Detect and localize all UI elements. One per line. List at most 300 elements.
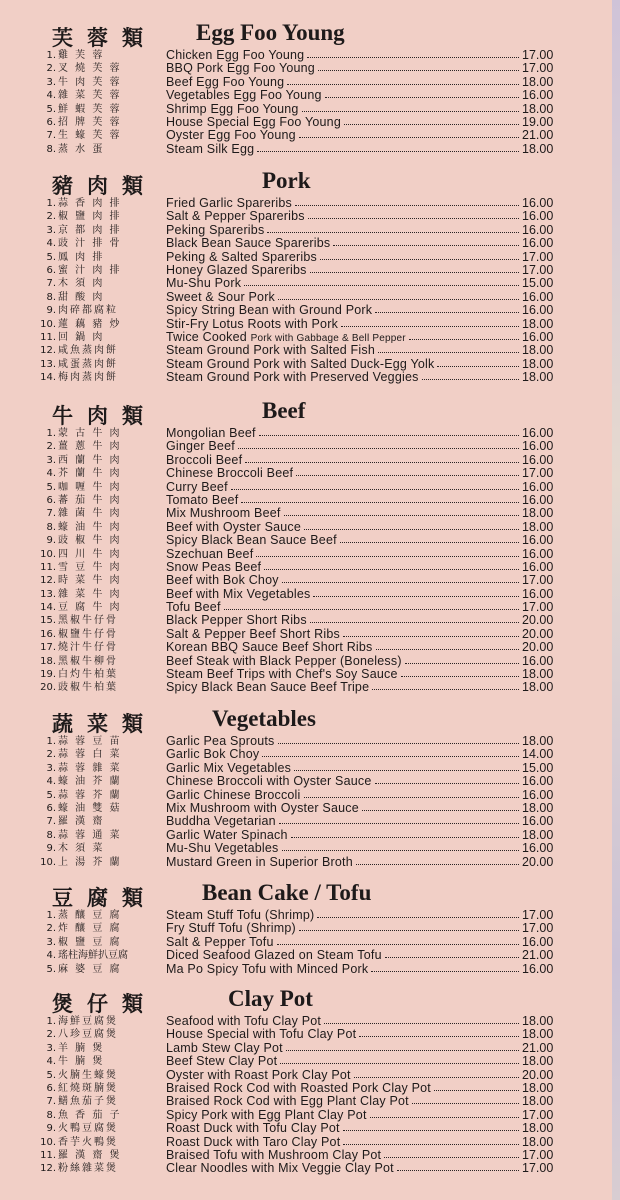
leader-dots	[282, 582, 519, 583]
item-name-english-main: Stir-Fry Lotus Roots with Pork	[166, 316, 339, 331]
leader-dots	[313, 596, 519, 597]
menu-item	[0, 776, 612, 789]
item-price: 16.00	[522, 236, 554, 251]
item-name-english	[166, 535, 337, 546]
item-price: 18.00	[522, 1134, 554, 1149]
item-name-english-main: Salt & Pepper Spareribs	[166, 209, 305, 224]
item-number: 4.	[46, 950, 56, 962]
section-title-english: Clay Pot	[228, 986, 313, 1011]
item-name-chinese: 甜 酸 肉	[58, 291, 105, 303]
item-price: 18.00	[522, 827, 554, 842]
item-name-english-main: Shrimp Egg Foo Young	[166, 101, 299, 116]
item-name-chinese: 木 須 菜	[58, 843, 105, 855]
item-name-chinese: 上 湯 芥 蘭	[58, 856, 122, 868]
item-name-english	[166, 479, 228, 494]
leader-dots	[262, 756, 519, 757]
menu-item	[0, 141, 612, 157]
item-name-english-main: Beef with Mix Vegetables	[166, 586, 311, 601]
item-number: 5.	[46, 963, 56, 975]
item-price: 18.00	[522, 370, 554, 385]
item-price: 16.00	[522, 934, 554, 949]
menu-item	[0, 800, 612, 816]
item-number: 7.	[46, 508, 56, 520]
leader-dots	[224, 609, 519, 610]
item-name-chinese: 鮮 蝦 芙 蓉	[58, 103, 122, 115]
item-price: 16.00	[522, 196, 554, 210]
item-price: 18.00	[522, 506, 554, 521]
item-price: 18.00	[522, 356, 554, 371]
section-title-english: Egg Foo Young	[196, 20, 345, 45]
item-name-chinese: 豆 腐 牛 肉	[58, 602, 122, 614]
menu-item	[0, 535, 612, 548]
section-title-english: Bean Cake / Tofu	[202, 880, 372, 905]
item-name-chinese: 咖 喱 牛 肉	[58, 481, 122, 493]
item-number: 8.	[46, 143, 56, 155]
leader-dots	[299, 930, 519, 931]
item-number: 9.	[46, 1123, 56, 1135]
item-name-chinese: 蒜 蓉 通 菜	[58, 829, 122, 841]
item-name-chinese: 咸魚蒸肉餅	[58, 345, 118, 357]
item-number: 12.	[40, 1163, 56, 1175]
leader-dots	[371, 971, 519, 972]
item-name-chinese: 雪 豆 牛 肉	[58, 561, 122, 573]
leader-dots	[310, 622, 519, 623]
item-number: 5.	[46, 103, 56, 115]
item-price: 15.00	[522, 276, 554, 291]
leader-dots	[370, 1117, 519, 1118]
item-name-english-main: Chinese Broccoli Beef	[166, 466, 294, 481]
item-number: 4.	[46, 238, 56, 250]
item-name-chinese: 蒜 蓉 豆 苗	[58, 736, 122, 747]
item-name-english	[166, 1080, 431, 1095]
item-name-english-main: Black Bean Sauce Spareribs	[166, 236, 331, 251]
item-name-english-main: Chicken Egg Foo Young	[166, 48, 305, 62]
item-name-english	[166, 114, 341, 129]
item-name-english	[166, 923, 296, 934]
item-name-english-main: Steam Ground Pork with Salted Fish	[166, 343, 375, 358]
item-price: 16.00	[522, 492, 554, 507]
item-name-english	[166, 1029, 356, 1040]
item-name-chinese: 黑椒牛柳骨	[58, 655, 118, 667]
item-name-english	[166, 800, 359, 815]
leader-dots	[245, 462, 519, 463]
item-name-chinese: 蒙 古 牛 肉	[58, 428, 122, 439]
item-name-english-main: Korean BBQ Sauce Beef Short Ribs	[166, 640, 373, 655]
item-name-english-main: Roast Duck with Tofu Clay Pot	[166, 1121, 340, 1136]
menu-item	[0, 441, 612, 454]
item-name-english	[166, 1067, 351, 1082]
item-number: 10.	[40, 548, 56, 560]
item-price: 15.00	[522, 760, 554, 775]
item-name-chinese: 蜜 汁 肉 排	[58, 264, 122, 276]
item-name-chinese: 蒜 香 肉 排	[58, 198, 122, 209]
leader-dots	[267, 232, 519, 233]
item-name-english-main: Beef Steak with Black Pepper (Boneless)	[166, 653, 402, 668]
menu-item	[0, 546, 612, 562]
item-price: 18.00	[522, 74, 554, 89]
item-name-chinese: 鱔魚茄子煲	[58, 1096, 118, 1108]
leader-dots	[375, 783, 519, 784]
leader-dots	[286, 1050, 519, 1051]
item-name-english	[166, 316, 339, 331]
section-bean-cake-tofu	[0, 880, 612, 977]
item-name-english-main: Sweet & Sour Pork	[166, 289, 276, 304]
item-name-english-main: Diced Seafood Glazed on Steam Tofu	[166, 948, 382, 963]
item-name-chinese: 芥 蘭 牛 肉	[58, 468, 122, 480]
item-price: 19.00	[522, 114, 554, 129]
leader-dots	[385, 957, 519, 958]
item-number: 8.	[46, 521, 56, 533]
menu-item	[0, 1163, 612, 1176]
item-name-english	[166, 546, 254, 561]
section-pork	[0, 168, 612, 385]
leader-dots	[256, 556, 519, 557]
leader-dots	[241, 502, 519, 503]
item-price: 18.00	[522, 1094, 554, 1109]
item-name-english-main: Steam Beef Trips with Chef's Soy Sauce	[166, 667, 398, 682]
item-name-chinese: 椒 鹽 豆 腐	[58, 936, 122, 948]
leader-dots	[307, 57, 519, 58]
item-name-english-main: Tomato Beef	[166, 492, 239, 507]
item-name-english	[166, 1134, 341, 1149]
menu-item	[0, 90, 612, 103]
item-name-english	[166, 682, 369, 693]
item-number: 2.	[46, 441, 56, 453]
item-name-chinese: 炸 釀 豆 腐	[58, 923, 122, 935]
menu-item	[0, 854, 612, 870]
item-name-english-main: Oyster Egg Foo Young	[166, 128, 296, 143]
item-number: 15.	[40, 615, 56, 627]
leader-dots	[278, 743, 519, 744]
item-price: 20.00	[522, 854, 554, 869]
item-name-english-main: Steam Ground Pork with Salted Duck-Egg Yolk	[166, 356, 435, 371]
leader-dots	[244, 285, 519, 286]
leader-dots	[277, 944, 519, 945]
item-number: 7.	[46, 816, 56, 828]
item-name-chinese: 白灼牛柏葉	[58, 669, 118, 681]
item-name-chinese: 黑椒牛仔骨	[58, 615, 118, 627]
leader-dots	[343, 1130, 519, 1131]
item-number: 7.	[46, 1096, 56, 1108]
item-name-english	[166, 827, 288, 842]
leader-dots	[296, 475, 519, 476]
item-name-chinese: 魚 香 茄 子	[58, 1109, 122, 1121]
leader-dots	[304, 797, 519, 798]
item-price: 18.00	[522, 316, 554, 331]
leader-dots	[343, 1144, 519, 1145]
item-name-english	[166, 615, 307, 626]
item-name-english-main: Szechuan Beef	[166, 546, 254, 561]
item-name-chinese: 回 鍋 肉	[58, 331, 105, 343]
section-title-english: Vegetables	[212, 706, 316, 731]
leader-dots	[295, 205, 519, 206]
item-price: 16.00	[522, 653, 554, 668]
item-price: 17.00	[522, 466, 554, 481]
item-number: 10.	[40, 856, 56, 868]
item-number: 14.	[40, 602, 56, 614]
item-name-chinese: 雞 芙 蓉	[58, 50, 105, 61]
section-title-chinese: 蔬菜類	[52, 711, 157, 736]
leader-dots	[308, 218, 519, 219]
item-name-chinese: 豉椒牛柏葉	[58, 682, 118, 694]
item-name-english	[166, 101, 299, 116]
item-number: 1.	[46, 428, 56, 439]
item-name-english	[166, 452, 243, 467]
item-name-english	[166, 586, 311, 601]
item-number: 4.	[46, 90, 56, 102]
item-name-english-main: Twice Cooked	[166, 329, 247, 344]
menu-item	[0, 316, 612, 332]
item-price: 21.00	[522, 948, 554, 963]
item-name-english-main: Curry Beef	[166, 479, 228, 494]
item-price: 18.00	[522, 519, 554, 534]
menu-item	[0, 559, 612, 575]
item-name-english	[166, 669, 398, 680]
item-price: 18.00	[522, 1027, 554, 1042]
item-name-english-main: Steam Silk Egg	[166, 141, 255, 156]
item-name-english	[166, 854, 353, 869]
item-price: 16.00	[522, 546, 554, 561]
item-number: 3.	[46, 76, 56, 88]
item-number: 4.	[46, 468, 56, 480]
item-name-english	[166, 626, 340, 641]
item-name-chinese: 梅肉蒸肉餅	[58, 372, 118, 384]
item-name-english-main: Broccoli Beef	[166, 452, 243, 467]
item-name-chinese: 蒸 釀 豆 腐	[58, 910, 122, 921]
item-number: 14.	[40, 372, 56, 384]
item-name-english-main: Salt & Pepper Tofu	[166, 934, 274, 949]
item-name-english-main: Roast Duck with Taro Clay Pot	[166, 1134, 341, 1149]
leader-dots	[341, 326, 519, 327]
item-name-english-main: BBQ Pork Egg Foo Young	[166, 61, 315, 76]
leader-dots	[354, 1077, 519, 1078]
menu-item	[0, 211, 612, 224]
leader-dots	[401, 676, 519, 677]
item-name-english	[166, 50, 304, 61]
item-price: 16.00	[522, 479, 554, 494]
leader-dots	[359, 1036, 519, 1037]
leader-dots	[324, 1023, 519, 1024]
item-price: 18.00	[522, 734, 554, 748]
item-price: 16.00	[522, 426, 554, 440]
item-name-english-main: Mu-Shu Vegetables	[166, 841, 279, 856]
item-name-english-main: Mix Mushroom with Oyster Sauce	[166, 800, 359, 815]
menu-item	[0, 198, 612, 211]
item-name-chinese: 海鮮豆腐煲	[58, 1016, 118, 1027]
item-price: 17.00	[522, 262, 554, 277]
menu-item	[0, 468, 612, 481]
item-price: 16.00	[522, 814, 554, 829]
item-price: 16.00	[522, 841, 554, 856]
item-name-english-main: Fried Garlic Spareribs	[166, 196, 292, 210]
leader-dots	[259, 435, 519, 436]
item-number: 12.	[40, 345, 56, 357]
item-name-english-main: Mu-Shu Pork	[166, 276, 242, 291]
item-name-chinese: 羊 腩 煲	[58, 1042, 105, 1054]
leader-dots	[405, 663, 519, 664]
section-title-chinese: 煲仔類	[52, 991, 157, 1016]
item-name-english-main: Mix Mushroom Beef	[166, 506, 281, 521]
item-name-chinese: 時 菜 牛 肉	[58, 575, 122, 587]
item-number: 9.	[46, 305, 56, 317]
menu-item	[0, 479, 612, 495]
item-name-english-main: Snow Peas Beef	[166, 559, 262, 574]
item-name-chinese: 羅 漢 齋	[58, 816, 105, 828]
item-price: 17.00	[522, 61, 554, 76]
item-price: 16.00	[522, 222, 554, 237]
leader-dots	[287, 84, 519, 85]
menu-item	[0, 961, 612, 977]
item-price: 16.00	[522, 329, 554, 344]
section-vegetables	[0, 706, 612, 870]
item-name-english-main: Spicy Black Bean Sauce Beef	[166, 533, 337, 548]
item-number: 2.	[46, 923, 56, 935]
item-number: 6.	[46, 116, 56, 128]
leader-dots	[378, 352, 519, 353]
item-name-english	[166, 1163, 394, 1174]
item-number: 11.	[40, 1149, 56, 1161]
item-name-english	[166, 1040, 283, 1055]
section-title-english: Beef	[262, 398, 306, 423]
item-number: 4.	[46, 1056, 56, 1068]
menu-item	[0, 130, 612, 143]
item-number: 9.	[46, 843, 56, 855]
leader-dots	[279, 823, 519, 824]
menu-item	[0, 827, 612, 843]
leader-dots	[282, 850, 519, 851]
leader-dots	[284, 515, 519, 516]
item-name-chinese: 肉碎都腐粒	[58, 305, 118, 317]
item-price: 16.00	[522, 559, 554, 574]
item-number: 19.	[40, 669, 56, 681]
item-price: 17.00	[522, 1161, 554, 1176]
item-number: 6.	[46, 802, 56, 814]
item-number: 2.	[46, 211, 56, 223]
leader-dots	[333, 245, 519, 246]
item-name-english	[166, 1096, 409, 1107]
item-number: 8.	[46, 1109, 56, 1121]
menu-item	[0, 923, 612, 936]
item-name-chinese: 木 須 肉	[58, 278, 105, 290]
item-name-chinese: 粉絲雜菜煲	[58, 1163, 118, 1175]
item-number: 7.	[46, 278, 56, 290]
item-price: 17.00	[522, 600, 554, 615]
item-price: 16.00	[522, 774, 554, 789]
section-heading	[0, 880, 612, 910]
item-name-english	[166, 1107, 367, 1122]
leader-dots	[344, 124, 519, 125]
item-number: 13.	[40, 588, 56, 600]
item-name-english	[166, 222, 265, 237]
leader-dots	[238, 448, 519, 449]
item-price: 17.00	[522, 48, 554, 62]
item-name-english-main: House Special Egg Foo Young	[166, 114, 341, 129]
item-number: 8.	[46, 291, 56, 303]
item-name-english	[166, 950, 382, 961]
item-name-chinese: 羅 漢 齋 煲	[58, 1149, 122, 1161]
item-name-chinese: 八珍豆腐煲	[58, 1029, 118, 1041]
item-name-english	[166, 787, 301, 802]
item-price: 20.00	[522, 626, 554, 641]
item-name-english	[166, 63, 315, 74]
item-name-chinese: 燒汁牛仔骨	[58, 642, 118, 654]
item-name-english	[166, 238, 330, 249]
item-number: 11.	[40, 561, 56, 573]
menu-item	[0, 1029, 612, 1042]
leader-dots	[257, 151, 519, 152]
item-name-english-main: House Special with Tofu Clay Pot	[166, 1027, 357, 1042]
leader-dots	[372, 689, 519, 690]
item-name-english	[166, 249, 317, 264]
menu-item	[0, 492, 612, 508]
item-price: 17.00	[522, 249, 554, 264]
item-price: 16.00	[522, 452, 554, 467]
item-price: 17.00	[522, 908, 554, 922]
item-name-chinese: 蒜 蓉 芥 蘭	[58, 789, 122, 801]
menu-item	[0, 816, 612, 829]
item-price: 17.00	[522, 921, 554, 936]
menu-item	[0, 63, 612, 76]
item-name-chinese: 火腩生蠔煲	[58, 1069, 118, 1081]
menu-item	[0, 114, 612, 130]
item-price: 20.00	[522, 613, 554, 628]
item-name-english	[166, 1056, 277, 1067]
item-number: 1.	[46, 910, 56, 921]
item-name-chinese: 鳳 肉 排	[58, 251, 105, 263]
menu-item	[0, 736, 612, 749]
item-price: 18.00	[522, 1121, 554, 1136]
item-price: 16.00	[522, 209, 554, 224]
item-name-english	[166, 441, 235, 452]
leader-dots	[340, 542, 519, 543]
leader-dots	[437, 366, 519, 367]
item-number: 2.	[46, 63, 56, 75]
section-heading	[0, 398, 612, 428]
leader-dots	[412, 1103, 519, 1104]
item-name-english-main: Clear Noodles with Mix Veggie Clay Pot	[166, 1161, 394, 1176]
menu-item	[0, 749, 612, 762]
leader-dots	[299, 137, 519, 138]
item-price: 18.00	[522, 1054, 554, 1069]
item-name-english-main: Fry Stuff Tofu (Shrimp)	[166, 921, 296, 936]
menu-item	[0, 428, 612, 441]
item-price: 20.00	[522, 1067, 554, 1082]
item-number: 13.	[40, 358, 56, 370]
leader-dots	[325, 97, 519, 98]
section-title-chinese: 豬肉類	[52, 173, 157, 198]
leader-dots	[409, 339, 519, 340]
item-name-chinese: 麻 婆 豆 腐	[58, 963, 122, 975]
item-name-english-main: Spicy String Bean with Ground Pork	[166, 303, 373, 318]
item-name-english	[166, 843, 279, 854]
item-number: 6.	[46, 1082, 56, 1094]
item-name-english-main: Garlic Water Spinach	[166, 827, 288, 842]
item-name-english-main: Ma Po Spicy Tofu with Minced Pork	[166, 961, 369, 976]
item-name-english-main: Vegetables Egg Foo Young	[166, 88, 322, 103]
item-name-english	[166, 508, 281, 519]
section-heading	[0, 706, 612, 736]
item-price: 18.00	[522, 680, 554, 695]
leader-dots	[291, 837, 519, 838]
item-name-english	[166, 776, 372, 787]
item-name-english-main: Steam Ground Pork with Preserved Veggies	[166, 370, 419, 385]
item-name-english	[166, 90, 322, 101]
item-name-english	[166, 1123, 340, 1134]
item-name-english-main: Garlic Chinese Broccoli	[166, 787, 301, 802]
item-name-english	[166, 428, 256, 439]
item-name-chinese: 椒 鹽 肉 排	[58, 211, 122, 223]
item-name-chinese: 叉 燒 芙 蓉	[58, 63, 122, 75]
